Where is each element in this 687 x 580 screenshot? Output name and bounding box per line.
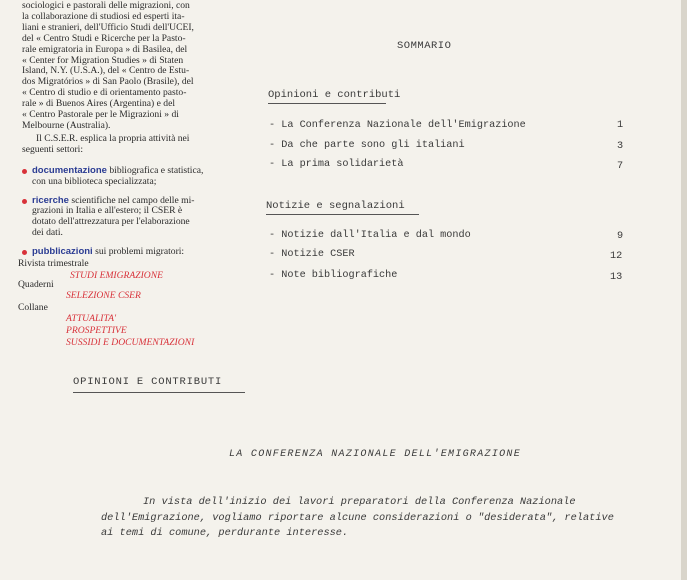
activity-paragraph — [22, 134, 234, 156]
rivista-label: Rivista trimestrale — [18, 258, 89, 270]
sector-line: sui problemi migratori: — [92, 246, 185, 258]
cser-description-column — [18, 0, 234, 349]
toc-page-number: 13 — [610, 272, 623, 283]
sector-line: con una biblioteca specializzata; — [32, 175, 157, 187]
intro-line: rale emigratoria in Europa » di Basilea, del — [22, 43, 188, 55]
toc-page-number: 12 — [610, 251, 623, 262]
sector-pubblicazioni — [22, 247, 234, 258]
toc-page-number: 7 — [617, 161, 624, 172]
intro-line: « Centro Pastorale per le Migrazioni » di — [22, 109, 179, 121]
intro-line: dos Migratórios » di San Paolo (Brasile), del — [22, 76, 194, 88]
section-heading: OPINIONI E CONTRIBUTI — [73, 376, 223, 388]
bullet-dot-icon — [22, 169, 27, 174]
intro-paragraph — [22, 0, 234, 132]
intro-line: del « Centro Studi e Ricerche per la Pasto- — [22, 32, 186, 44]
intro-line: la collaborazione di studiosi ed esperti ita- — [22, 10, 185, 22]
toc-page-number: 9 — [617, 231, 624, 242]
intro-line: « Centro di studio e di orientamento pasto- — [22, 87, 187, 99]
section-heading-notizie: Notizie e segnalazioni — [266, 200, 405, 212]
sector-ricerche — [22, 196, 234, 240]
article-body-line: ai temi di comune, perdurante interesse. — [101, 527, 349, 539]
sector-keyword: documentazione — [32, 164, 107, 176]
section-heading-underline — [73, 392, 245, 393]
heading-underline — [266, 214, 419, 215]
toc-item[interactable]: - Note bibliografiche — [269, 270, 398, 281]
activity-line: seguenti settori: — [22, 143, 84, 155]
collane-title: ATTUALITA' — [66, 313, 117, 325]
sector-line: grazioni in Italia e all'estero; il CSER è — [32, 205, 183, 217]
quaderni-title: SELEZIONE CSER — [66, 290, 141, 302]
sector-documentazione — [22, 166, 234, 188]
collane-title: PROSPETTIVE — [66, 325, 127, 337]
toc-item[interactable]: - La prima solidarietà — [269, 159, 404, 170]
bullet-dot-icon — [22, 199, 27, 204]
rivista-title: STUDI EMIGRAZIONE — [70, 270, 163, 282]
intro-line: Melbourne (Australia). — [22, 119, 111, 131]
sector-line: dotato dell'attrezzatura per l'elaborazione — [32, 216, 190, 228]
sector-keyword: pubblicazioni — [32, 246, 93, 258]
intro-line: liani e stranieri, dell'Ufficio Studi dell'UCEI, — [22, 21, 194, 33]
page-edge-shadow — [681, 0, 687, 580]
activity-line: Il C.S.E.R. esplica la propria attività nei — [36, 132, 190, 144]
bullet-dot-icon — [22, 250, 27, 255]
intro-line: sociologici e pastorali delle migrazioni, con — [22, 0, 190, 11]
toc-page-number: 3 — [617, 141, 624, 152]
toc-item[interactable]: - Da che parte sono gli italiani — [269, 140, 465, 151]
sommario-title: SOMMARIO — [397, 40, 452, 52]
intro-line: rale » di Buenos Aires (Argentina) e del — [22, 98, 176, 110]
quaderni-label: Quaderni — [18, 279, 54, 291]
publications-list — [18, 259, 234, 349]
intro-line: « Center for Migration Studies » di Staten — [22, 54, 184, 66]
intro-line: Island, N.Y. (U.S.A.), del « Centro de Estu- — [22, 65, 190, 77]
toc-item[interactable]: - Notizie CSER — [269, 249, 355, 260]
sector-line: scientifiche nel campo delle mi- — [68, 194, 195, 206]
section-heading-opinioni: Opinioni e contributi — [268, 89, 401, 101]
sector-line: bibliografica e statistica, — [106, 164, 204, 176]
article-body-line: dell'Emigrazione, vogliamo riportare alcune considerazioni o "desiderata", relative — [101, 512, 614, 524]
toc-item[interactable]: - Notizie dall'Italia e dal mondo — [269, 230, 471, 241]
collane-label: Collane — [18, 302, 48, 314]
collane-title: SUSSIDI E DOCUMENTAZIONI — [66, 337, 195, 349]
article-body-line: In vista dell'inizio dei lavori preparatori della Conferenza Nazionale — [143, 496, 576, 508]
heading-underline — [268, 103, 386, 104]
sector-keyword: ricerche — [32, 194, 69, 206]
article-title: LA CONFERENZA NAZIONALE DELL'EMIGRAZIONE — [229, 449, 522, 460]
sector-line: dei dati. — [32, 227, 63, 239]
toc-page-number: 1 — [617, 120, 624, 131]
toc-item[interactable]: - La Conferenza Nazionale dell'Emigrazione — [269, 120, 526, 131]
